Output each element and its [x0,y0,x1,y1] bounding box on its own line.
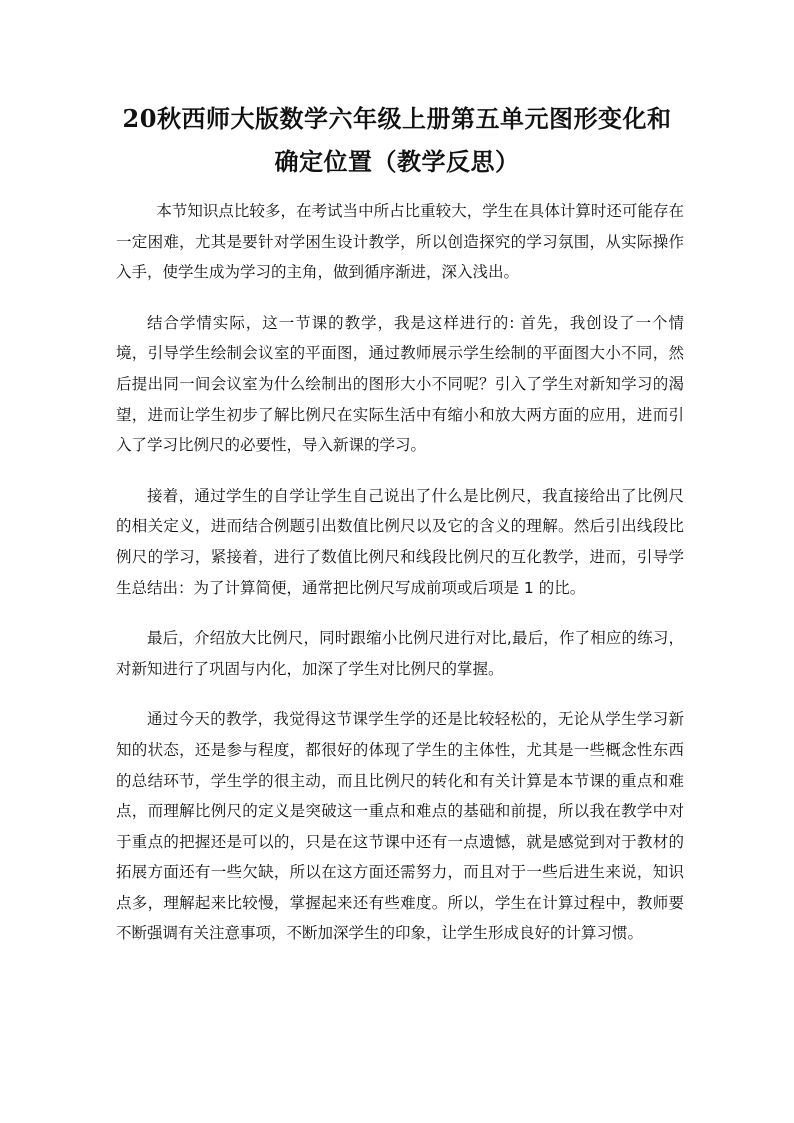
document-title-line-1: 20秋西师大版数学六年级上册第五单元图形变化和 [122,104,672,133]
paragraph-2: 结合学情实际，这一节课的教学，我是这样进行的: 首先，我创设了一个情境，引导学生绘制会议室的平面图，通过教师展示学生绘制的平面图大小不同，然后提出同一间会议室为什么绘制出的图形大小不同呢？引入了学生对新知学习的渴望，进而让学生初步了解比例尺在实际生活中有缩小和放大两方面的应用，进而引入了学习比例尺的必要性，导入新课的学习。 [116,313,684,455]
paragraph-4: 最后，介绍放大比例尺，同时跟缩小比例尺进行对比,最后，作了相应的练习，对新知进行了巩固与内化，加深了学生对比例尺的掌握。 [116,629,684,678]
paragraph-5: 通过今天的教学，我觉得这节课学生学的还是比较轻松的，无论从学生学习新知的状态，还是参与程度，都很好的体现了学生的主体性，尤其是一些概念性东西的总结环节，学生学的很主动，而且比例尺的转化和有关计算是本节课的重点和难点，而理解比例尺的定义是突破这一重点和难点的基础和前提，所以我在教学中对于重点的把握还是可以的，只是在这节课中还有一点遗憾，就是感觉到对于教材的拓展方面还有一些欠缺，所以在这方面还需努力，而且对于一些后进生来说，知识点多，理解起来比较慢，掌握起来还有些难度。所以，学生在计算过程中，教师要不断强调有关注意事项，不断加深学生的印象，让学生形成良好的计算习惯。 [116,710,684,943]
paragraph-1: 本节知识点比较多，在考试当中所占比重较大，学生在具体计算时还可能存在一定困难，尤其是要针对学困生设计教学，所以创造探究的学习氛围，从实际操作入手，使学生成为学习的主角，做到循序渐进，深入浅出。 [116,202,684,282]
paragraph-3: 接着，通过学生的自学让学生自己说出了什么是比例尺，我直接给出了比例尺的相关定义，进而结合例题引出数值比例尺以及它的含义的理解。然后引出线段比例尺的学习，紧接着，进行了数值比例尺和线段比例尺的互化教学，进而，引导学生总结出：为了计算简便，通常把比例尺写成前项或后项是 1 的比。 [116,486,684,597]
document-title-line-2: 确定位置（教学反思） [274,147,520,176]
document-body [116,196,684,969]
